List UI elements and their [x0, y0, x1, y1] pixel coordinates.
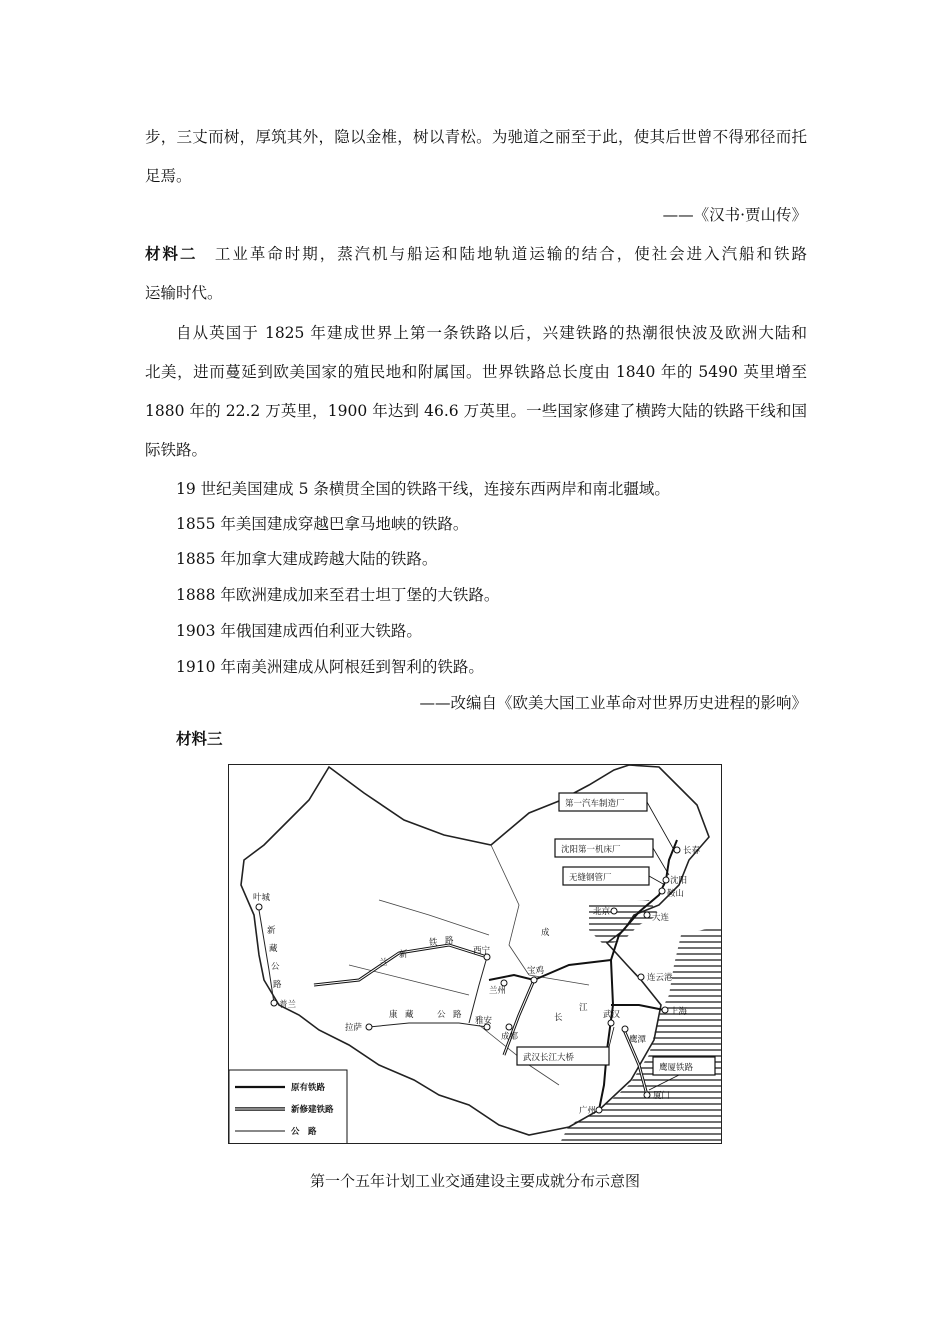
svg-text:江: 江 — [579, 1003, 588, 1013]
event-line-6: 1910 年南美洲建成从阿根廷到智利的铁路。 — [176, 658, 484, 676]
city-label: 长春 — [683, 846, 701, 856]
paragraph-1-line-2: 足焉。 — [145, 167, 192, 185]
city-label: 大连 — [652, 913, 670, 923]
event-line-3: 1885 年加拿大建成跨越大陆的铁路。 — [176, 550, 438, 568]
city-label: 宝鸡 — [527, 966, 545, 976]
city-label: 普兰 — [279, 1000, 297, 1010]
svg-text:新: 新 — [267, 926, 276, 936]
callout-yingxia-railway: 鹰厦铁路 — [659, 1063, 694, 1073]
source-citation-2: ——改编自《欧美大国工业革命对世界历史进程的影响》 — [419, 694, 807, 712]
map-legend — [229, 1070, 347, 1144]
callout-seamless-tube-plant: 无缝钢管厂 — [569, 873, 612, 883]
road — [469, 957, 487, 1023]
svg-text:铁: 铁 — [429, 938, 438, 948]
paragraph-1-line-1: 步，三丈而树，厚筑其外，隐以金椎，树以青松。为驰道之丽至于此，使其后世曾不得邪径而托 — [145, 128, 807, 146]
svg-text:藏: 藏 — [269, 944, 278, 954]
city-label: 叶城 — [253, 893, 271, 903]
svg-text:新: 新 — [399, 950, 408, 960]
paragraph-3-line-1: 自从英国于 1825 年建成世界上第一条铁路以后，兴建铁路的热潮很快波及欧洲大陆和 — [176, 324, 807, 342]
material-2-line-1 — [145, 243, 807, 265]
china-map — [229, 765, 722, 1144]
road — [369, 1023, 487, 1027]
callout-shenyang-machine-tool: 沈阳第一机床厂 — [561, 845, 621, 855]
callout-first-auto-works: 第一汽车制造厂 — [565, 799, 625, 809]
road — [259, 910, 274, 1003]
material-2-label: 材料二 — [145, 244, 198, 263]
legend-road: 公 路 — [291, 1127, 317, 1137]
material-2-intro: 工业革命时期，蒸汽机与船运和陆地轨道运输的结合，使社会进入汽船和铁路 — [197, 245, 807, 263]
source-citation-1: ——《汉书·贾山传》 — [662, 206, 807, 224]
svg-text:藏: 藏 — [405, 1010, 414, 1020]
existing-railway — [489, 960, 611, 980]
map-caption: 第一个五年计划工业交通建设主要成就分布示意图 — [309, 1172, 640, 1190]
city-label: 连云港 — [647, 973, 673, 983]
svg-text:康: 康 — [389, 1010, 398, 1020]
city-label: 西宁 — [473, 946, 491, 956]
city-label: 雅安 — [475, 1016, 493, 1026]
city-label: 武汉 — [603, 1010, 621, 1020]
city-label: 北京 — [593, 907, 611, 917]
svg-text:路: 路 — [445, 936, 454, 946]
svg-text:兰: 兰 — [379, 958, 388, 968]
paragraph-3-line-2: 北美，进而蔓延到欧美国家的殖民地和附属国。世界铁路总长度由 1840 年的 5490 英里增至 — [145, 363, 807, 381]
paragraph-3-line-3: 1880 年的 22.2 万英里，1900 年达到 46.6 万英里。一些国家修建了横跨大陆的铁路干线和国 — [145, 402, 807, 420]
map-figure — [228, 764, 722, 1144]
svg-text:成: 成 — [541, 928, 550, 938]
event-line-5: 1903 年俄国建成西伯利亚大铁路。 — [176, 622, 422, 640]
material-2-line-2: 运输时代。 — [145, 284, 223, 302]
svg-text:路: 路 — [453, 1010, 462, 1020]
city-label: 厦门 — [653, 1091, 671, 1101]
event-line-2: 1855 年美国建成穿越巴拿马地峡的铁路。 — [176, 515, 469, 533]
city-label: 成都 — [501, 1032, 519, 1042]
city-label: 兰州 — [489, 986, 507, 996]
city-label: 鞍山 — [667, 889, 685, 899]
svg-text:公: 公 — [271, 962, 280, 972]
callout-wuhan-bridge: 武汉长江大桥 — [523, 1053, 575, 1063]
material-3-label: 材料三 — [176, 729, 223, 748]
city-label: 拉萨 — [345, 1023, 363, 1033]
city-label: 上海 — [670, 1007, 688, 1017]
city-label: 沈阳 — [670, 876, 688, 886]
legend-new-railway: 新修建铁路 — [291, 1105, 334, 1115]
event-line-1: 19 世纪美国建成 5 条横贯全国的铁路干线，连接东西两岸和南北疆域。 — [176, 480, 670, 498]
event-line-4: 1888 年欧洲建成加来至君士坦丁堡的大铁路。 — [176, 586, 500, 604]
city-label: 鹰潭 — [629, 1035, 647, 1045]
svg-text:长: 长 — [554, 1013, 563, 1023]
svg-text:路: 路 — [273, 980, 282, 990]
paragraph-3-line-4: 际铁路。 — [145, 441, 208, 459]
svg-text:公: 公 — [437, 1010, 446, 1020]
legend-existing-railway: 原有铁路 — [291, 1083, 326, 1093]
city-label: 广州 — [579, 1106, 597, 1116]
